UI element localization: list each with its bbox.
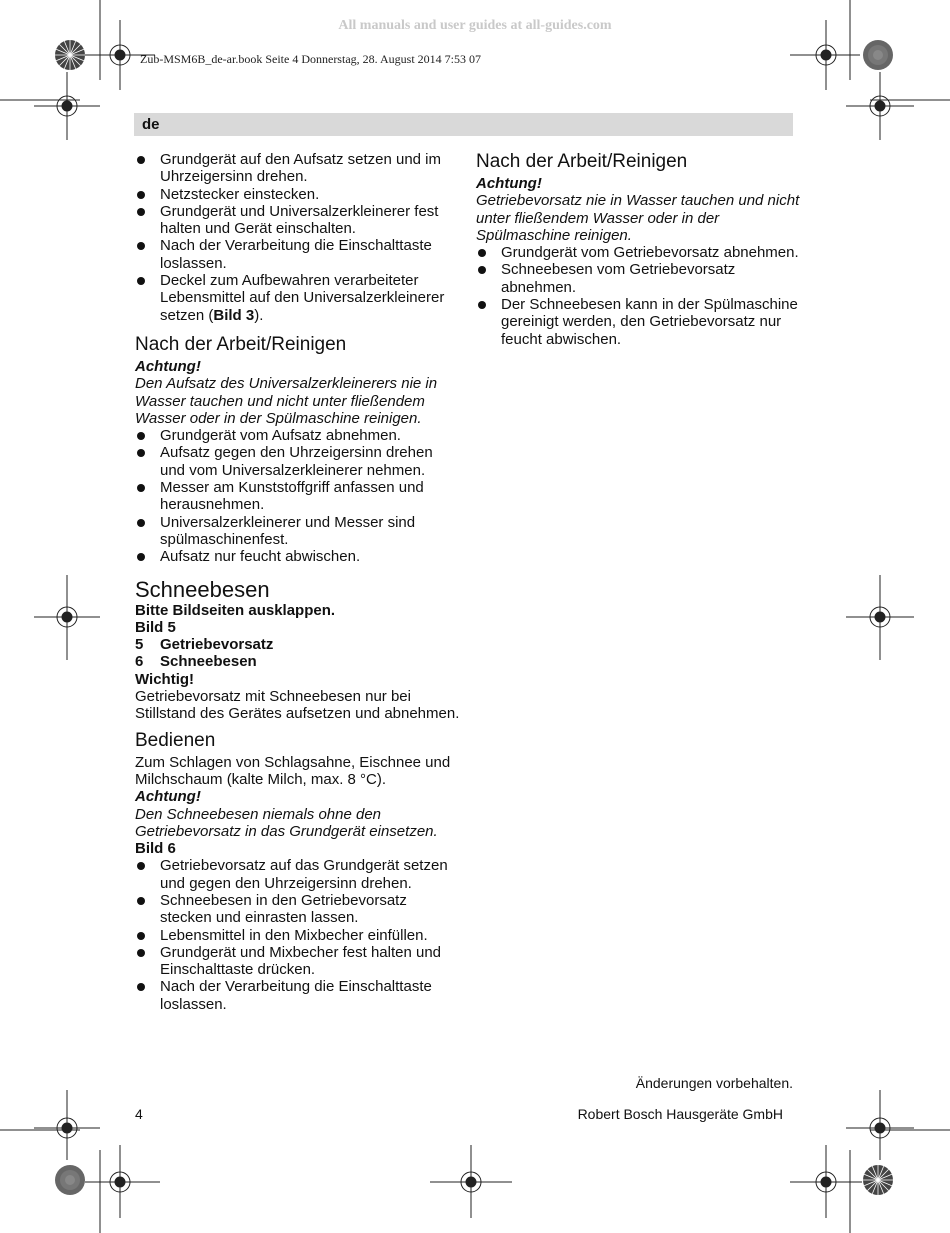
warning-title: Achtung! — [135, 357, 201, 375]
color-target-bottom-right — [863, 1165, 893, 1195]
part-number: 5 — [135, 636, 144, 654]
assembly-steps-list — [135, 151, 460, 324]
list-item: Nach der Verarbeitung die Einschalttaste loslassen. — [135, 237, 460, 272]
list-item — [135, 272, 460, 324]
chapter-heading: Schneebesen — [135, 576, 270, 602]
register-mark-bottom-center — [430, 1145, 512, 1218]
language-bar — [134, 113, 793, 136]
warning-text: Den Schneebesen niemals ohne den Getriebevorsatz in das Grundgerät einsetzen. — [135, 805, 438, 840]
register-mark-bottom-right — [790, 1145, 862, 1218]
list-item: Messer am Kunststoffgriff anfassen und herausnehmen. — [135, 479, 460, 514]
register-mark-top-left — [85, 20, 155, 90]
list-item: Universalzerkleinerer und Messer sind spülmaschinenfest. — [135, 514, 460, 549]
list-item: Grundgerät und Universalzerkleinerer fest halten und Gerät einschalten. — [135, 203, 460, 238]
list-item: Netzstecker einstecken. — [135, 186, 460, 203]
register-mark-right-upper — [846, 72, 914, 140]
register-mark-left-middle — [34, 575, 100, 660]
warning-text: Den Aufsatz des Universalzerkleinerers nie in Wasser tauchen und nicht unter fließendem Wasser oder in der Spülmaschine reinigen. — [135, 375, 438, 427]
list-item: Aufsatz gegen den Uhrzeigersinn drehen und vom Universalzerkleinerer nehmen. — [135, 444, 460, 479]
color-target-top-right — [863, 40, 893, 70]
right-column — [476, 151, 806, 348]
figure-reference: Bild 3 — [213, 306, 255, 324]
color-target-top-left — [55, 40, 85, 70]
operation-steps-list — [135, 857, 460, 1013]
list-item: Grundgerät vom Getriebevorsatz abnehmen. — [476, 244, 806, 261]
intro-text: Zum Schlagen von Schlagsahne, Eischnee und Milchschaum (kalte Milch, max. 8 °C). — [135, 753, 451, 788]
left-column — [135, 151, 460, 1013]
page-number: 4 — [135, 1106, 143, 1122]
company-name: Robert Bosch Hausgeräte GmbH — [577, 1106, 783, 1122]
list-item-text: Deckel zum Aufbewahren verarbeiteter Lebensmittel auf den Universalzerkleinerer setzen ( — [160, 272, 445, 324]
list-item: Grundgerät auf den Aufsatz setzen und im Uhrzeigersinn drehen. — [135, 151, 460, 186]
important-text: Getriebevorsatz mit Schneebesen nur bei Stillstand des Gerätes aufsetzen und abnehmen. — [135, 688, 460, 723]
list-item: Schneebesen vom Getriebevorsatz abnehmen. — [476, 261, 806, 296]
register-mark-left-lower — [34, 1090, 100, 1160]
language-tag: de — [142, 116, 160, 133]
register-mark-left-upper — [34, 72, 100, 140]
part-label: Schneebesen — [160, 653, 257, 671]
list-item: Getriebevorsatz auf das Grundgerät setzen und gegen den Uhrzeigersinn drehen. — [135, 857, 460, 892]
register-mark-right-middle — [846, 575, 914, 660]
part-label: Getriebevorsatz — [160, 636, 274, 654]
section-heading: Bedienen — [135, 729, 216, 751]
warning-title: Achtung! — [135, 788, 201, 806]
figure-label: Bild 5 — [135, 618, 176, 636]
color-target-bottom-left — [55, 1165, 85, 1195]
list-item: Nach der Verarbeitung die Einschalttaste loslassen. — [135, 978, 460, 1013]
book-info-line: Zub-MSM6B_de-ar.book Seite 4 Donnerstag, 28. August 2014 7:53 07 — [140, 52, 481, 66]
important-title: Wichtig! — [135, 670, 195, 688]
part-item — [135, 653, 460, 670]
figure-label: Bild 6 — [135, 840, 176, 858]
list-item: Aufsatz nur feucht abwischen. — [135, 548, 460, 565]
changes-reserved-note: Änderungen vorbehalten. — [635, 1075, 793, 1091]
list-item-text: ). — [254, 306, 264, 324]
list-item: Grundgerät vom Aufsatz abnehmen. — [135, 427, 460, 444]
fold-out-note: Bitte Bildseiten ausklappen. — [135, 601, 336, 619]
register-mark-bottom-left — [85, 1145, 160, 1218]
list-item: Der Schneebesen kann in der Spülmaschine gereinigt werden, den Getriebevorsatz nur feucht abwischen. — [476, 296, 806, 348]
warning-title: Achtung! — [476, 175, 542, 192]
list-item: Grundgerät und Mixbecher fest halten und Einschalttaste drücken. — [135, 944, 460, 979]
part-number: 6 — [135, 653, 144, 671]
cleaning-steps-list — [135, 427, 460, 565]
watermark: All manuals and user guides at all-guides.com — [338, 18, 612, 33]
cleaning-steps-list — [476, 244, 806, 348]
list-item: Lebensmittel in den Mixbecher einfüllen. — [135, 927, 460, 944]
section-heading: Nach der Arbeit/Reinigen — [135, 333, 347, 355]
section-heading: Nach der Arbeit/Reinigen — [476, 151, 688, 172]
list-item: Schneebesen in den Getriebevorsatz stecken und einrasten lassen. — [135, 892, 460, 927]
warning-text: Getriebevorsatz nie in Wasser tauchen und nicht unter fließendem Wasser oder in der Spülmaschine reinigen. — [476, 192, 800, 244]
register-mark-right-lower — [846, 1090, 914, 1160]
part-item — [135, 636, 460, 653]
